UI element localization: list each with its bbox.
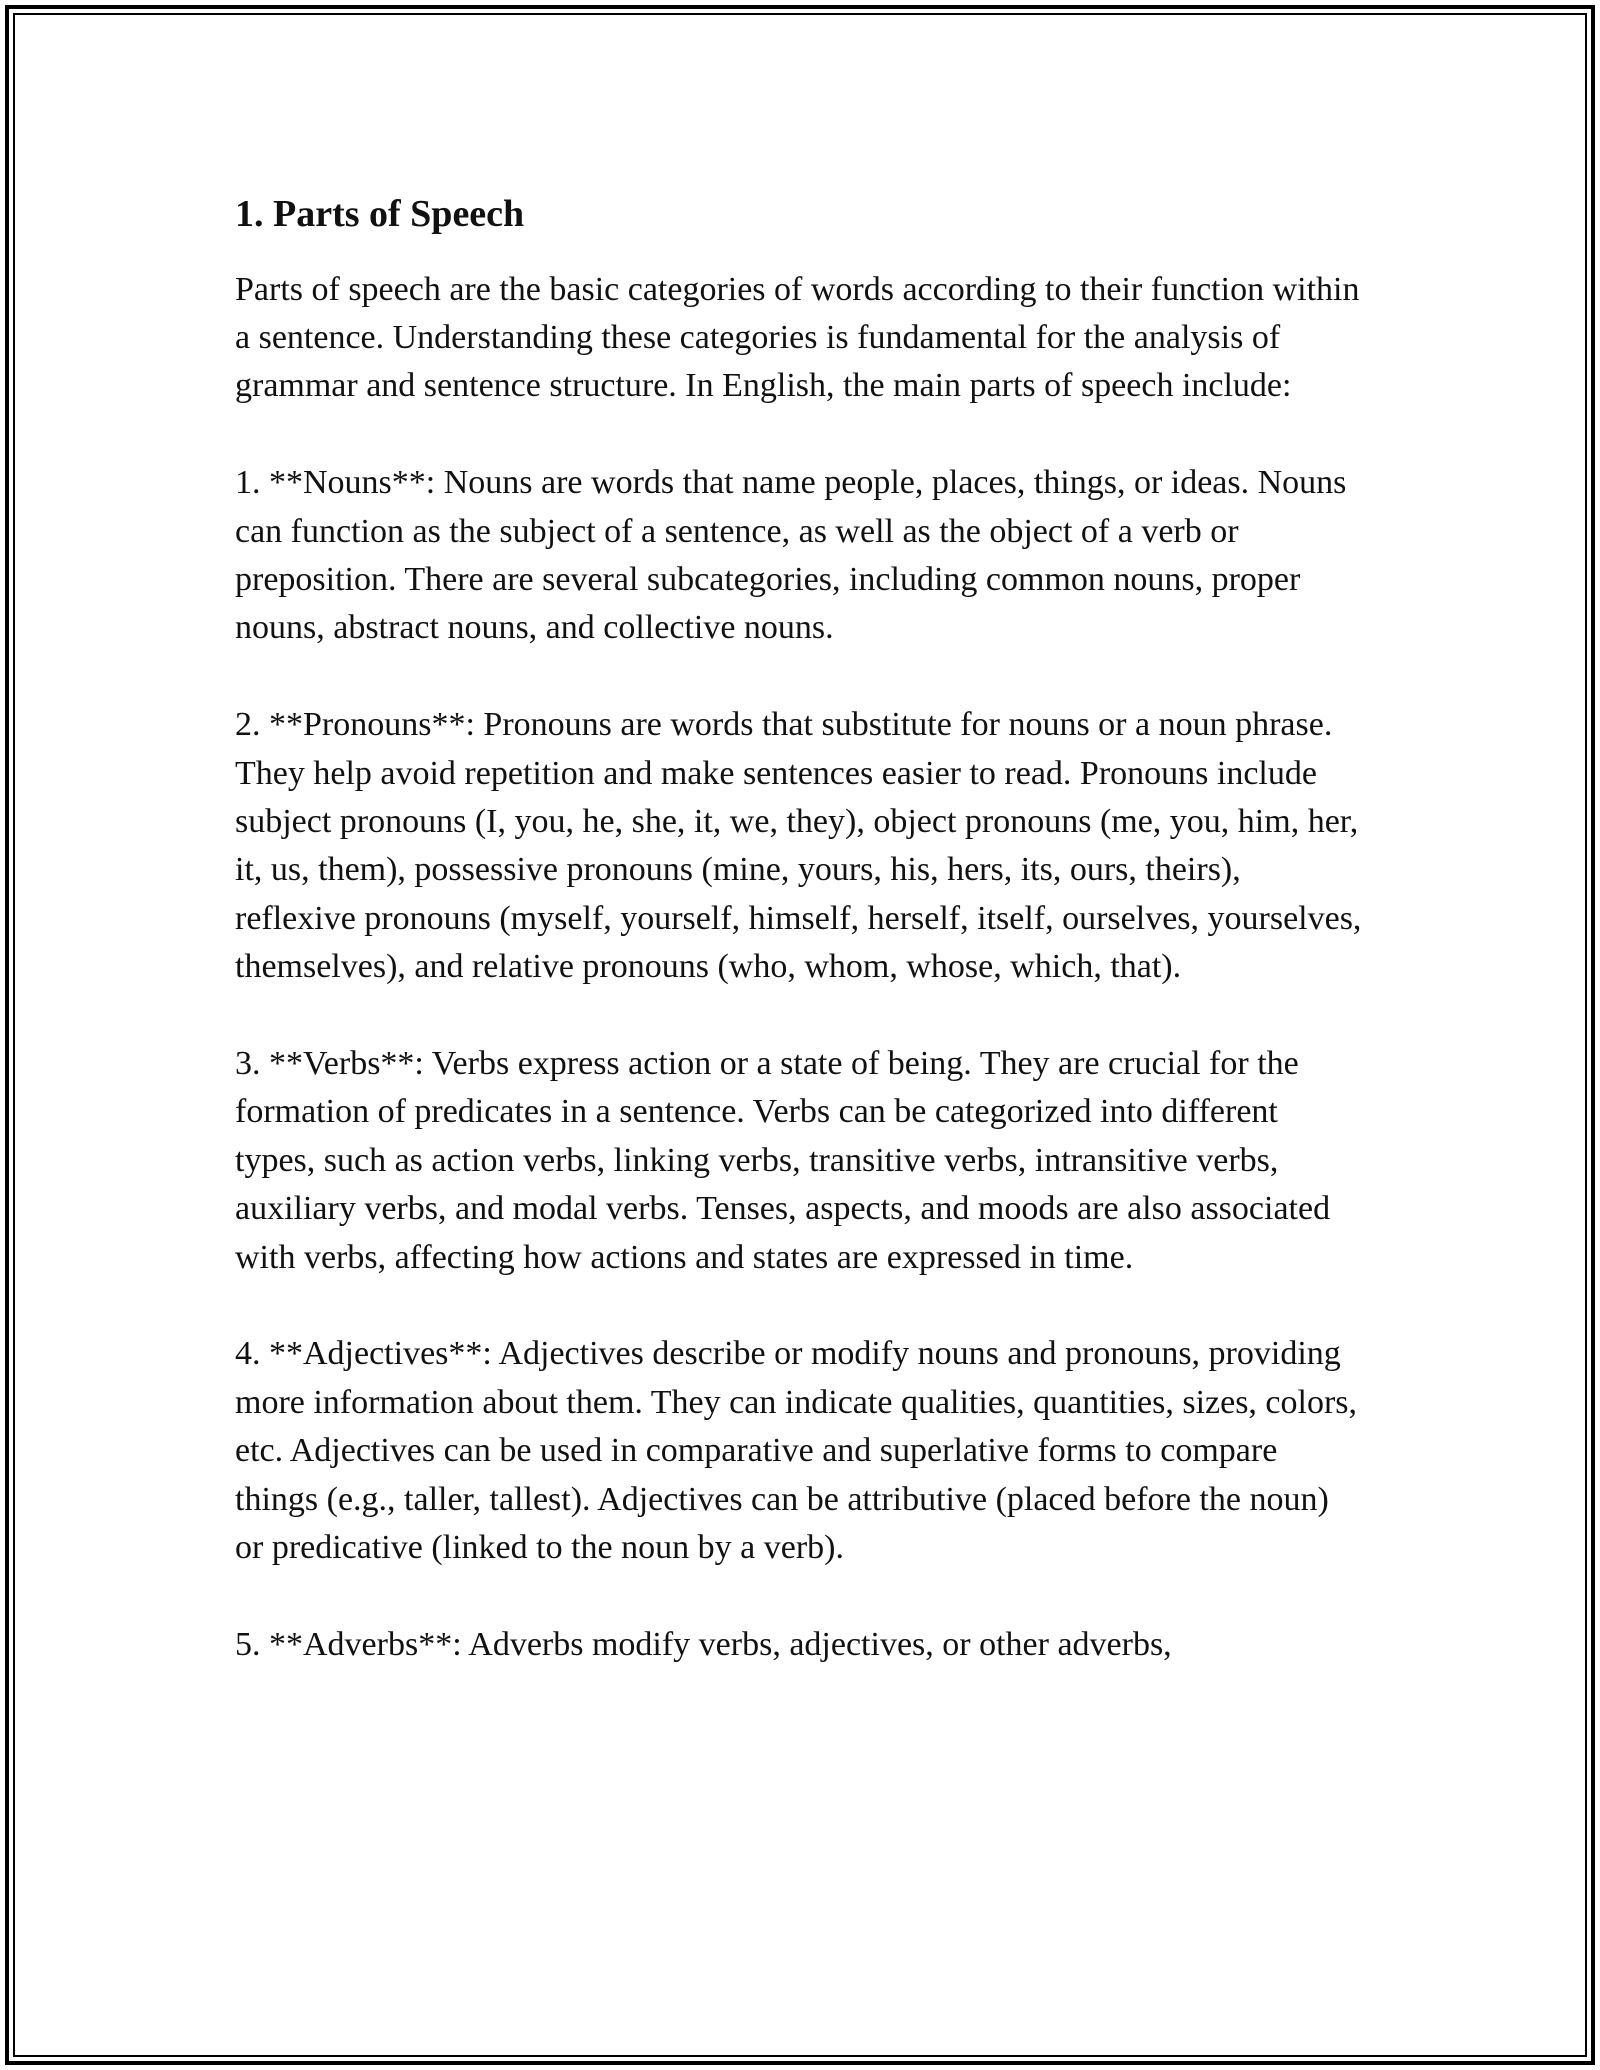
list-item-adjectives: 4. **Adjectives**: Adjectives describe or modify nouns and pronouns, providing more information about them. They can indicate qualities, quantities, sizes, colors, etc. Adjectives can be used in comparative and superlative forms to compare things (e.g., taller, tallest). Adjectives can be attributive (placed before the noun) or predicative (linked to the noun by a verb). bbox=[235, 1335, 1358, 1567]
intro-paragraph: Parts of speech are the basic categories of words according to their function within a sentence. Understanding these categories is fundamental for the analysis of grammar and sentence structure. In English, the main parts of speech include: bbox=[235, 270, 1360, 405]
list-item-verbs: 3. **Verbs**: Verbs express action or a state of being. They are crucial for the formation of predicates in a sentence. Verbs can be categorized into different types, such as action verbs, linking verbs, transitive verbs, intransitive verbs, auxiliary verbs, and modal verbs. Tenses, aspects, and moods are also associated with verbs, affecting how actions and states are expressed in time. bbox=[235, 1045, 1331, 1276]
list-item-pronouns: 2. **Pronouns**: Pronouns are words that substitute for nouns or a noun phrase. They help avoid repetition and make sentences easier to read. Pronouns include subject pronouns (I, you, he, she, it, we, they), object pronouns (me, you, him, her, it, us, them), possessive pronouns (mine, yours, his, hers, its, ours, theirs), reflexive pronouns (myself, yourself, himself, herself, itself, ourselves, yourselves, themselves), and relative pronouns (who, whom, whose, which, that). bbox=[235, 706, 1362, 986]
section-heading: 1. Parts of Speech bbox=[235, 193, 525, 235]
document-body bbox=[235, 180, 1365, 1669]
list-item-adverbs: 5. **Adverbs**: Adverbs modify verbs, adjectives, or other adverbs, bbox=[235, 1625, 1172, 1663]
list-item-nouns: 1. **Nouns**: Nouns are words that name people, places, things, or ideas. Nouns can function as the subject of a sentence, as well as the object of a verb or preposition. There are several subcategories, including common nouns, proper nouns, abstract nouns, and collective nouns. bbox=[235, 464, 1347, 647]
